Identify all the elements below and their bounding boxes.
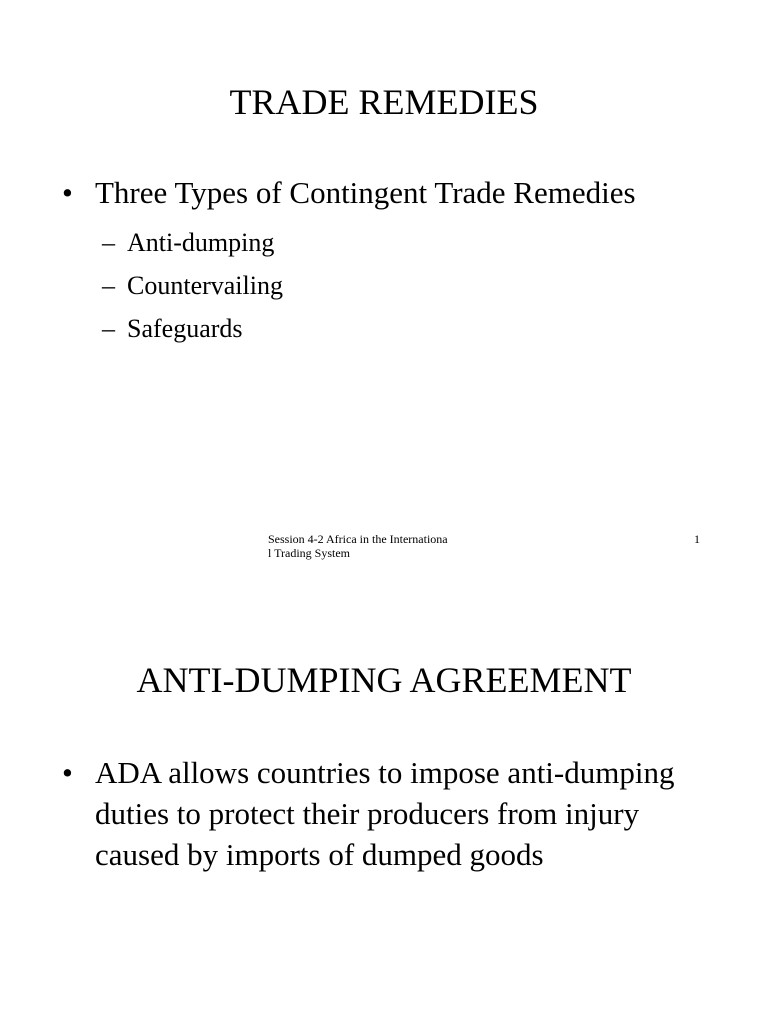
sub-list — [102, 221, 283, 350]
sub-item — [102, 221, 283, 264]
sub-item-text: Safeguards — [127, 314, 243, 343]
slide-title: ANTI-DUMPING AGREEMENT — [136, 660, 632, 700]
slide-2 — [0, 580, 768, 1024]
footer-line: Session 4-2 Africa in the Internationa — [268, 532, 448, 546]
dash-icon: – — [102, 228, 115, 257]
bullet-icon: • — [62, 175, 73, 210]
slide-title: TRADE REMEDIES — [229, 82, 539, 122]
sub-item-text: Anti-dumping — [127, 228, 275, 257]
slide-footer — [268, 532, 508, 560]
footer-line: l Trading System — [268, 546, 351, 560]
sub-item — [102, 264, 283, 307]
bullet-item — [62, 752, 702, 875]
bullet-text: ADA allows countries to impose anti-dumping duties to protect their producers from injury caused by imports of dumped goods — [95, 755, 675, 872]
sub-item-text: Countervailing — [127, 271, 283, 300]
bullet-icon: • — [62, 755, 73, 790]
bullet-text: Three Types of Contingent Trade Remedies — [95, 175, 636, 210]
page-number: 1 — [694, 532, 700, 546]
dash-icon: – — [102, 314, 115, 343]
bullet-item — [62, 172, 742, 213]
sub-item — [102, 307, 283, 350]
dash-icon: – — [102, 271, 115, 300]
